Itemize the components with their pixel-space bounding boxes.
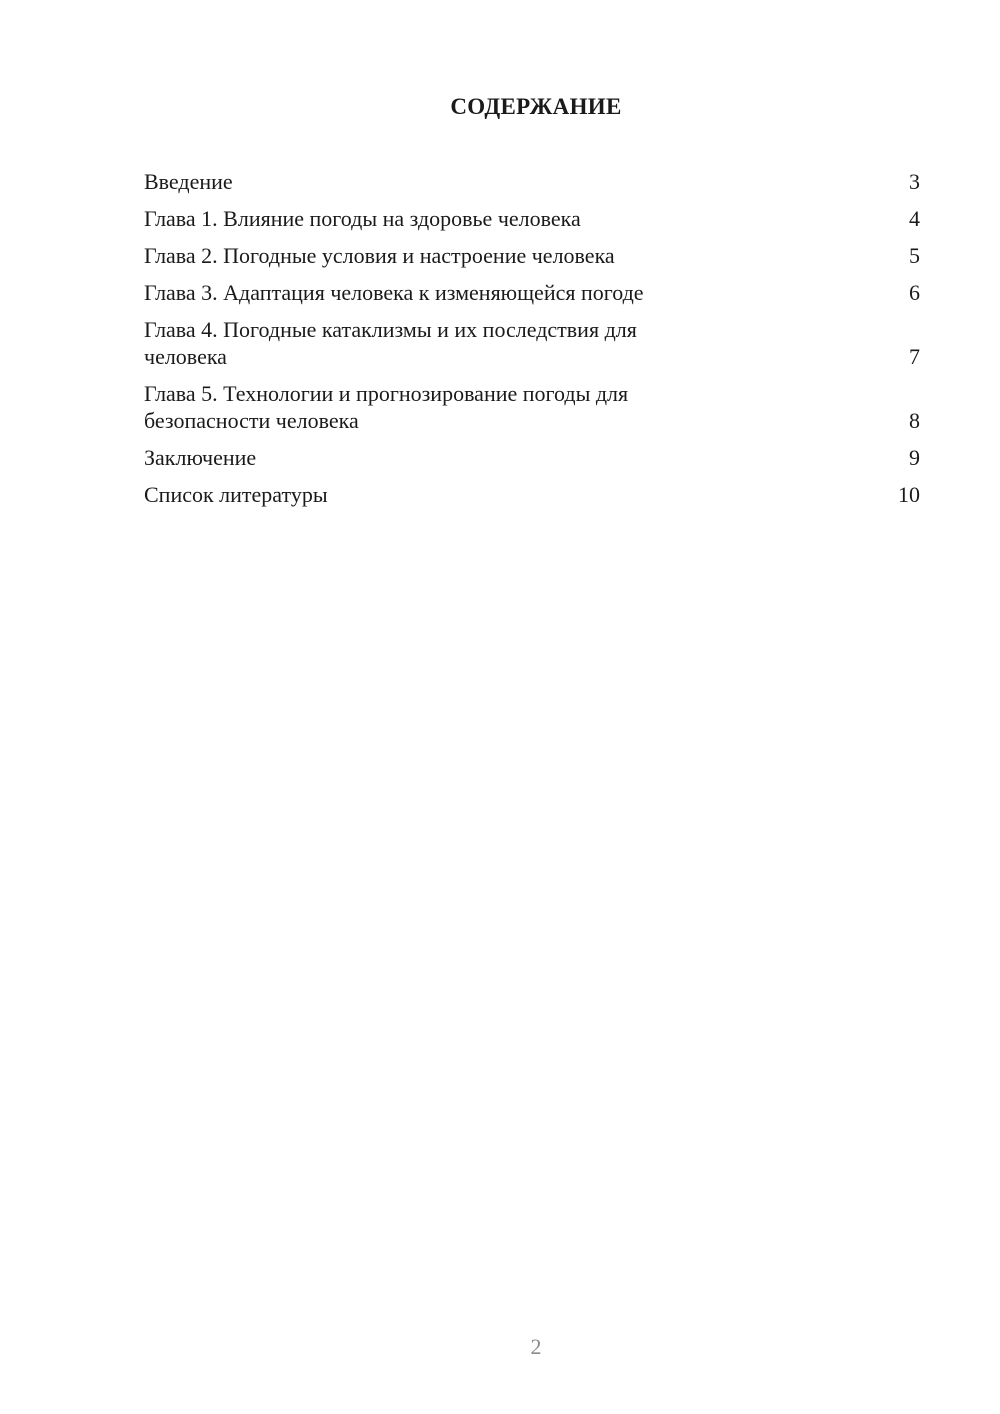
toc-entry-label: Глава 2. Погодные условия и настроение человека	[144, 243, 615, 268]
table-of-contents	[144, 168, 920, 518]
page-number: 2	[530, 1334, 542, 1359]
toc-title: СОДЕРЖАНИЕ	[450, 94, 622, 119]
toc-entry-page: 4	[909, 206, 920, 231]
toc-entry-chapter-1[interactable]	[144, 205, 920, 232]
toc-entry-chapter-3[interactable]	[144, 279, 920, 306]
toc-entry-page: 8	[909, 408, 920, 433]
toc-entry-chapter-4[interactable]	[144, 316, 920, 370]
toc-entry-label: Глава 3. Адаптация человека к изменяющейся погоде	[144, 280, 644, 305]
toc-entry-label: Введение	[144, 169, 233, 194]
toc-entry-chapter-5[interactable]	[144, 380, 920, 434]
toc-entry-label: Глава 4. Погодные катаклизмы и их последствия для человека	[144, 317, 637, 369]
toc-entry-page: 5	[909, 243, 920, 268]
toc-entry-label: Глава 1. Влияние погоды на здоровье человека	[144, 206, 581, 231]
toc-entry-page: 7	[909, 344, 920, 369]
toc-entry-page: 10	[898, 482, 920, 507]
toc-entry-label: Список литературы	[144, 482, 328, 507]
toc-entry-page: 9	[909, 445, 920, 470]
toc-entry-introduction[interactable]	[144, 168, 920, 195]
toc-entry-bibliography[interactable]	[144, 481, 920, 508]
toc-entry-page: 6	[909, 280, 920, 305]
toc-entry-page: 3	[909, 169, 920, 194]
toc-entry-conclusion[interactable]	[144, 444, 920, 471]
toc-entry-label: Глава 5. Технологии и прогнозирование погоды для безопасности человека	[144, 381, 629, 433]
toc-entry-chapter-2[interactable]	[144, 242, 920, 269]
toc-entry-label: Заключение	[144, 445, 257, 470]
